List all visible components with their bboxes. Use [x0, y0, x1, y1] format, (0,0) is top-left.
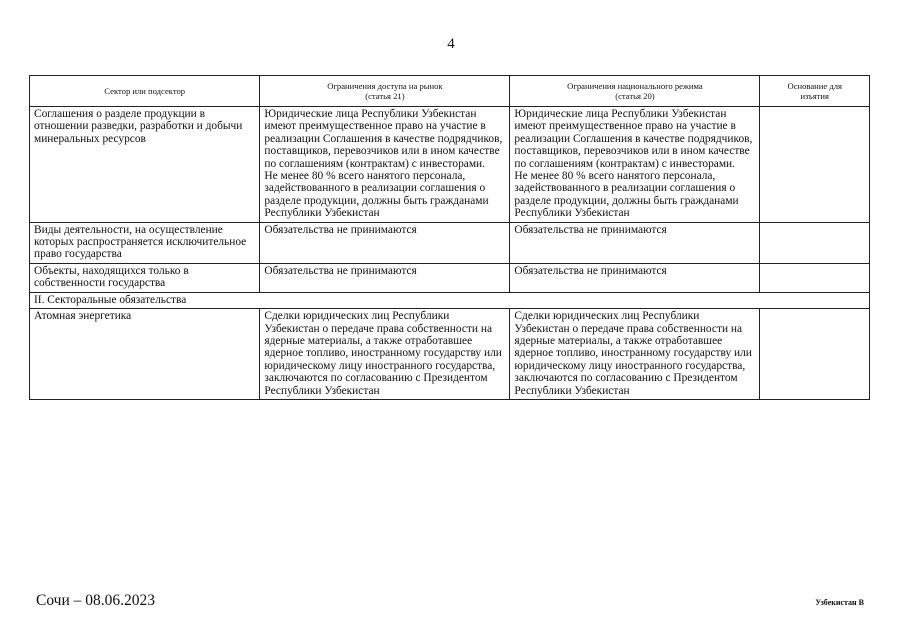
sector-cell: Атомная энергетика: [30, 309, 260, 400]
sector-cell: Соглашения о разделе продукции в отношении разведки, разработки и добычи минеральных ресурсов: [30, 107, 260, 223]
market-access-cell: [260, 107, 510, 223]
footer-country-code: Узбекистан В: [815, 598, 864, 607]
table-header-row: [30, 76, 870, 107]
paragraph: Юридические лица Республики Узбекистан имеют преимущественное право на участие в реализации Соглашения в качестве подрядчиков, поставщиков, перевозчиков или в ином качестве по соглашениям (контрактам) с инвесторами.: [264, 108, 503, 170]
paragraph: Не менее 80 % всего нанятого персонала, задействованного в реализации соглашения о разделе продукции, должны быть гражданами Республики Узбекистан: [264, 170, 489, 220]
market-access-cell: Обязательства не принимаются: [260, 222, 510, 263]
sector-cell: Объекты, находящихся только в собственности государства: [30, 263, 260, 292]
national-treatment-cell: Сделки юридических лиц Республики Узбекистан о передаче права собственности на ядерные материалы, а также отработавшее ядерное топливо, иностранному государству или юридическому лицу иностранного государства, заключаются по согласованию с Президентом Республики Узбекистан: [510, 309, 760, 400]
section-title: II. Секторальные обязательства: [30, 292, 870, 308]
basis-cell: [760, 107, 870, 223]
market-access-cell: Сделки юридических лиц Республики Узбекистан о передаче права собственности на ядерные материалы, а также отработавшее ядерное топливо, иностранному государству или юридическому лицу иностранного государства, заключаются по согласованию с Президентом Республики Узбекистан: [260, 309, 510, 400]
table-row: [30, 222, 870, 263]
basis-cell: [760, 263, 870, 292]
footer-location-date: Сочи – 08.06.2023: [36, 592, 156, 609]
commitments-table: [29, 75, 870, 400]
header-national-treatment: Ограничения национального режима (статья 20): [510, 76, 760, 107]
paragraph: Юридические лица Республики Узбекистан имеют преимущественное право на участие в реализации Соглашения в качестве подрядчиков, поставщиков, перевозчиков или в ином качестве по соглашениям (контрактам) с инвесторами.: [514, 108, 753, 170]
paragraph: Не менее 80 % всего нанятого персонала, задействованного в реализации соглашения о разделе продукции, должны быть гражданами Республики Узбекистан: [514, 170, 739, 220]
market-access-cell: Обязательства не принимаются: [260, 263, 510, 292]
sector-cell: Виды деятельности, на осуществление которых распространяется исключительное право государства: [30, 222, 260, 263]
header-market-access: Ограничения доступа на рынок (статья 21): [260, 76, 510, 107]
national-treatment-cell: Обязательства не принимаются: [510, 263, 760, 292]
section-header-row: [30, 292, 870, 308]
national-treatment-cell: [510, 107, 760, 223]
header-sector: Сектор или подсектор: [30, 76, 260, 107]
header-basis: Основание для изъятия: [760, 76, 870, 107]
basis-cell: [760, 222, 870, 263]
national-treatment-cell: Обязательства не принимаются: [510, 222, 760, 263]
table-row: [30, 263, 870, 292]
table-row: [30, 309, 870, 400]
basis-cell: [760, 309, 870, 400]
page-number: 4: [447, 36, 455, 52]
table-row: [30, 107, 870, 223]
